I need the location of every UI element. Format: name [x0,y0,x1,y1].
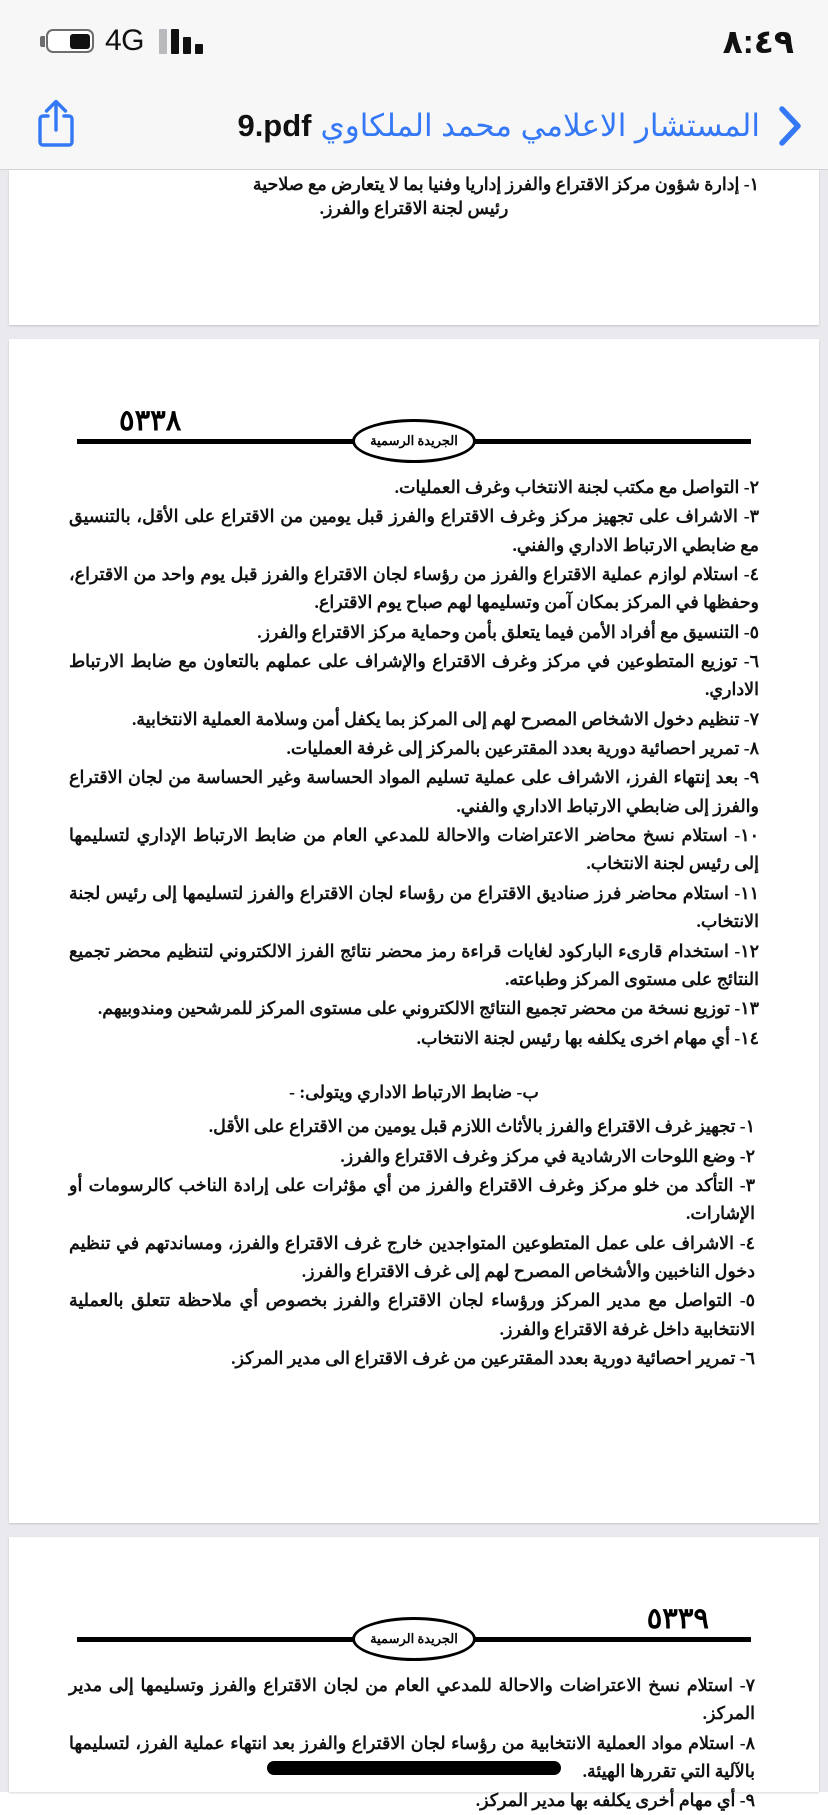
pdf-text-line: رئيس لجنة الاقتراع والفرز. [319,198,509,218]
chevron-back-icon [772,103,806,149]
pdf-list-item: ٥- التنسيق مع أفراد الأمن فيما يتعلق بأمن وحماية مركز الاقتراع والفرز. [257,621,759,642]
pdf-masthead [77,401,751,473]
pdf-list-item: ٣- التأكد من خلو مركز وغرف الاقتراع والفرز من أي مؤثرات على إرادة الناخب كالرسومات أو الإشارات. [69,1174,755,1224]
network-type-label: 4G [105,24,145,57]
pdf-page-gap [0,1523,828,1537]
pdf-list-item: ٢- التواصل مع مكتب لجنة الانتخاب وغرف العمليات. [394,477,759,497]
pdf-masthead [77,1599,751,1671]
pdf-list-item: ٤- استلام لوازم عملية الاقتراع والفرز من رؤساء لجان الاقتراع والفرز قبل يوم واحد من الاقتراع، وحفظها في المركز بمكان آمن وتسليمها لهم صباح يوم الاقتراع. [69,564,759,613]
share-button[interactable] [28,96,84,156]
masthead-label: الجريدة الرسمية [370,1631,458,1646]
pdf-page-previous[interactable] [9,170,819,325]
navigation-bar [0,82,828,170]
pdf-list-item: ٧- تنظيم دخول الاشخاص المصرح لهم إلى المركز بما يكفل أمن وسلامة العملية الانتخابية. [132,708,759,729]
pdf-body-text [69,473,759,1372]
pdf-list-item: ٨- تمرير احصائية دورية بعدد المقترعين بالمركز إلى غرفة العمليات. [286,738,759,759]
pdf-page-previous-content [9,170,819,222]
pdf-list-item: ٥- التواصل مع مدير المركز ورؤساء لجان الاقتراع والفرز بخصوص أي ملاحظة تتعلق بالعملية الانتخابية داخل غرفة الاقتراع والفرز. [69,1290,755,1339]
pdf-section-list [69,1112,759,1372]
pdf-list-item: ٨- استلام مواد العملية الانتخابية من رؤساء لجان الاقتراع والفرز بعد انتهاء عملية الفرز، لتسليمها بالآلية التي تقررها الهيئة. [69,1732,755,1782]
document-title [237,108,760,144]
pdf-page-5338[interactable] [9,339,819,1523]
document-owner-label: المستشار الاعلامي محمد الملكاوي [320,107,760,143]
pdf-list-item: ١٣- توزيع نسخة من محضر تجميع النتائج الالكتروني على مستوى المركز للمرشحين ومندوبيهم. [97,998,759,1019]
pdf-list-item: ١٢- استخدام قارىء الباركود لغايات قراءة رمز محضر نتائج الفرز الالكتروني لتنظيم محضر تجميع النتائج على مستوى المركز وطباعته. [69,940,759,989]
pdf-page-5339[interactable] [9,1537,819,1811]
masthead-label: الجريدة الرسمية [370,433,458,448]
pdf-list-item: ١- تجهيز غرف الاقتراع والفرز بالأثاث اللازم قبل يومين من الاقتراع على الأقل. [208,1116,755,1137]
pdf-section-heading: ب- ضابط الارتباط الاداري ويتولى: - [289,1081,539,1102]
masthead-oval [352,419,476,463]
pdf-list-item: ٦- تمرير احصائية دورية بعدد المقترعين من غرف الاقتراع الى مدير المركز. [231,1347,755,1368]
pdf-text-line: ١- إدارة شؤون مركز الاقتراع والفرز إداريا وفنيا بما لا يتعارض مع صلاحية [252,174,759,194]
back-button[interactable] [237,103,806,149]
pdf-list-item: ٤- الاشراف على عمل المتطوعين المتواجدين خارج غرف الاقتراع والفرز، ومساندتهم في تنظيم دخول الناخبين والأشخاص المصرح لهم إلى غرف الاقتراع والفرز. [69,1232,755,1281]
signal-bars-icon [159,28,203,54]
pdf-list-item: ٩- أي مهام أخرى يكلفه بها مدير المركز. [475,1790,755,1811]
pdf-scroll-area[interactable] [0,170,828,1811]
status-bar [0,0,828,82]
document-filename-label: 9.pdf [237,107,312,143]
pdf-body-text [69,1671,759,1815]
pdf-list-item: ٦- توزيع المتطوعين في مركز وغرف الاقتراع والإشراف على عملهم بالتعاون مع ضابط الارتباط الاداري. [69,651,759,700]
pdf-page-gap [0,325,828,339]
pdf-list-item: ١٠- استلام نسخ محاضر الاعتراضات والاحالة للمدعي العام من ضابط الارتباط الإداري لتسليمها إلى رئيس لجنة الانتخاب. [69,825,759,874]
masthead-oval [352,1617,476,1661]
status-bar-left [40,26,203,56]
status-bar-clock: ٨:٤٩ [722,22,794,60]
pdf-list-item: ٢- وضع اللوحات الارشادية في مركز وغرف الاقتراع والفرز. [340,1145,755,1166]
pdf-list-item: ٩- بعد إنتهاء الفرز، الاشراف على عملية تسليم المواد الحساسة وغير الحساسة من لجان الاقتراع والفرز إلى ضابطي الارتباط الاداري والفني. [69,767,759,816]
pdf-list-item: ٣- الاشراف على تجهيز مركز وغرف الاقتراع والفرز قبل يومين من الاقتراع على الأقل، بالتنسيق مع ضابطي الارتباط الاداري والفني. [69,506,759,555]
pdf-list-item: ٧- استلام نسخ الاعتراضات والاحالة للمدعي العام من لجان الاقتراع والفرز وتسليمها إلى مدير المركز. [69,1675,755,1724]
pdf-page-number: ٥٣٣٨ [119,405,182,437]
pdf-page-5338-content [9,339,819,1372]
battery-icon [40,29,94,53]
pdf-list-item: ١٤- أي مهام اخرى يكلفه بها رئيس لجنة الانتخاب. [416,1027,759,1048]
share-icon [34,97,78,154]
pdf-list-item: ١١- استلام محاضر فرز صناديق الاقتراع من رؤساء لجان الاقتراع والفرز لتسليمها إلى رئيس لجنة الانتخاب. [69,882,759,932]
home-indicator[interactable] [267,1761,561,1775]
pdf-page-number: ٥٣٣٩ [646,1603,709,1635]
